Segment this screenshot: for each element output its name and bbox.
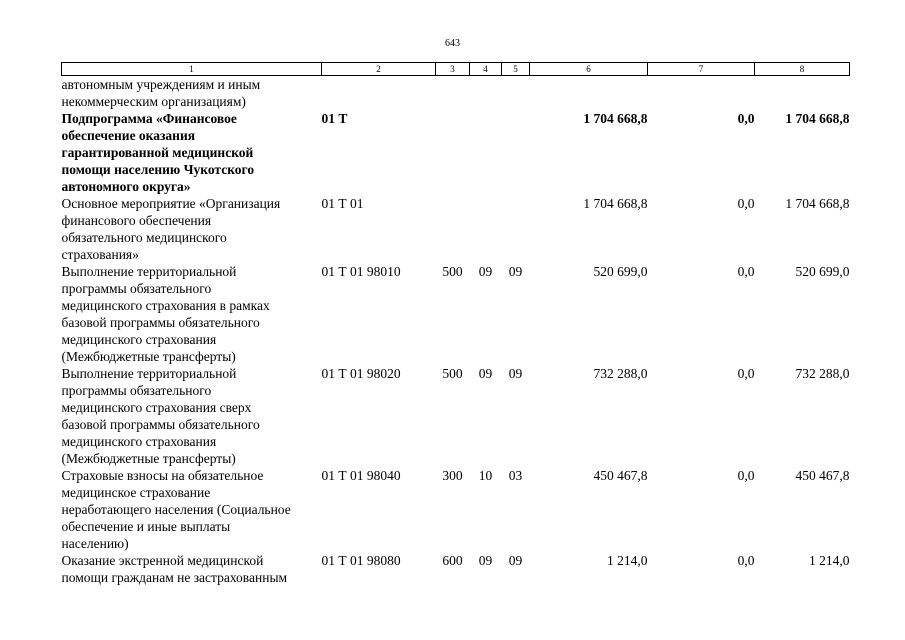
row-value-6: 1 704 668,8 — [583, 111, 648, 126]
row-code: 01 Т 01 98080 — [321, 553, 401, 568]
row-col4: 10 — [478, 468, 493, 483]
row-name-line: медицинского страхования — [61, 434, 217, 449]
row-code — [322, 76, 436, 111]
row-value-7: 0,0 — [737, 366, 755, 381]
row-name-line: обеспечение оказания — [61, 128, 196, 143]
row-col3: 500 — [442, 366, 463, 381]
row-code: 01 Т — [321, 111, 348, 126]
row-name-line: гарантированной медицинской — [61, 145, 254, 160]
row-name-line: Подпрограмма «Финансовое — [61, 111, 237, 126]
row-name-line: Выполнение территориальной — [61, 264, 237, 279]
row-col5: 09 — [508, 264, 523, 279]
row-col4: 09 — [478, 366, 493, 381]
row-col5 — [502, 195, 530, 263]
table-body — [62, 76, 850, 587]
row-name-line: Оказание экстренной медицинской — [61, 553, 264, 568]
row-col3: 500 — [442, 264, 463, 279]
col-header-1: 1 — [62, 63, 322, 76]
page-number: 643 — [445, 38, 460, 49]
row-value-7: 0,0 — [737, 111, 755, 126]
row-name — [62, 365, 322, 467]
col-header-7: 7 — [648, 63, 755, 76]
row-name-line: финансового обеспечения — [61, 213, 212, 228]
row-value-8: 1 704 668,8 — [785, 111, 850, 126]
table-row — [62, 467, 850, 552]
row-name-line: (Межбюджетные трансферты) — [61, 451, 236, 466]
row-value-6: 1 704 668,8 — [583, 196, 648, 211]
row-value-7: 0,0 — [737, 468, 755, 483]
table-row — [62, 552, 850, 586]
row-name-line: программы обязательного — [61, 281, 212, 296]
row-name-line: медицинского страхования сверх — [61, 400, 252, 415]
row-name-line: медицинское страхование — [61, 485, 211, 500]
row-value-7 — [648, 76, 755, 111]
col-header-3: 3 — [436, 63, 470, 76]
row-name-line: программы обязательного — [61, 383, 212, 398]
row-code: 01 Т 01 98040 — [321, 468, 401, 483]
row-name-line: страхования» — [61, 247, 139, 262]
row-col5 — [502, 76, 530, 111]
row-name-line: обеспечение и иные выплаты — [61, 519, 231, 534]
col-header-8: 8 — [755, 63, 850, 76]
row-code: 01 Т 01 98020 — [321, 366, 401, 381]
row-value-6: 1 214,0 — [607, 553, 648, 568]
table-row — [62, 263, 850, 365]
row-name-line: Основное мероприятие «Организация — [61, 196, 281, 211]
row-col5: 03 — [508, 468, 523, 483]
row-value-8 — [755, 76, 850, 111]
row-name-line: базовой программы обязательного — [61, 417, 260, 432]
row-name-line: автономным учреждениям и иным — [61, 77, 261, 92]
row-col3: 600 — [442, 553, 463, 568]
row-name-line: некоммерческим организациям) — [61, 94, 246, 109]
col-header-2: 2 — [322, 63, 436, 76]
row-value-8: 520 699,0 — [795, 264, 850, 279]
row-name-line: медицинского страхования — [61, 332, 217, 347]
row-value-8: 1 704 668,8 — [785, 196, 850, 211]
col-header-6: 6 — [530, 63, 648, 76]
table-row — [62, 76, 850, 111]
table-row — [62, 110, 850, 195]
row-name — [62, 467, 322, 552]
row-value-7: 0,0 — [737, 196, 755, 211]
row-col3: 300 — [442, 468, 463, 483]
row-name-line: базовой программы обязательного — [61, 315, 260, 330]
row-col5: 09 — [508, 366, 523, 381]
row-value-8: 732 288,0 — [795, 366, 850, 381]
row-col3 — [436, 110, 470, 195]
row-name-line: медицинского страхования в рамках — [61, 298, 270, 313]
row-col4: 09 — [478, 553, 493, 568]
row-name-line: помощи гражданам не застрахованным — [61, 570, 288, 585]
row-name — [62, 195, 322, 263]
row-name-line: Выполнение территориальной — [61, 366, 237, 381]
table-row — [62, 195, 850, 263]
row-name — [62, 110, 322, 195]
budget-table — [61, 62, 850, 586]
row-code: 01 Т 01 98010 — [321, 264, 401, 279]
row-col5 — [502, 110, 530, 195]
row-name — [62, 552, 322, 586]
row-value-6: 520 699,0 — [593, 264, 648, 279]
row-col4: 09 — [478, 264, 493, 279]
row-col4 — [470, 195, 502, 263]
row-value-7: 0,0 — [737, 264, 755, 279]
row-value-7: 0,0 — [737, 553, 755, 568]
col-header-5: 5 — [502, 63, 530, 76]
row-name-line: автономного округа» — [61, 179, 191, 194]
column-number-row — [62, 63, 850, 76]
row-col5: 09 — [508, 553, 523, 568]
row-name-line: помощи населению Чукотского — [61, 162, 255, 177]
row-name — [62, 76, 322, 111]
row-code: 01 Т 01 — [321, 196, 364, 211]
row-name-line: (Межбюджетные трансферты) — [61, 349, 236, 364]
row-name-line: обязательного медицинского — [61, 230, 227, 245]
row-name-line: неработающего населения (Социальное — [61, 502, 291, 517]
row-col4 — [470, 76, 502, 111]
row-value-6: 450 467,8 — [593, 468, 648, 483]
row-col3 — [436, 195, 470, 263]
row-col3 — [436, 76, 470, 111]
row-value-6: 732 288,0 — [593, 366, 648, 381]
row-name — [62, 263, 322, 365]
row-value-6 — [530, 76, 648, 111]
row-value-8: 1 214,0 — [809, 553, 850, 568]
row-name-line: Страховые взносы на обязательное — [61, 468, 264, 483]
col-header-4: 4 — [470, 63, 502, 76]
table-row — [62, 365, 850, 467]
row-col4 — [470, 110, 502, 195]
row-name-line: населению) — [61, 536, 129, 551]
row-value-8: 450 467,8 — [795, 468, 850, 483]
